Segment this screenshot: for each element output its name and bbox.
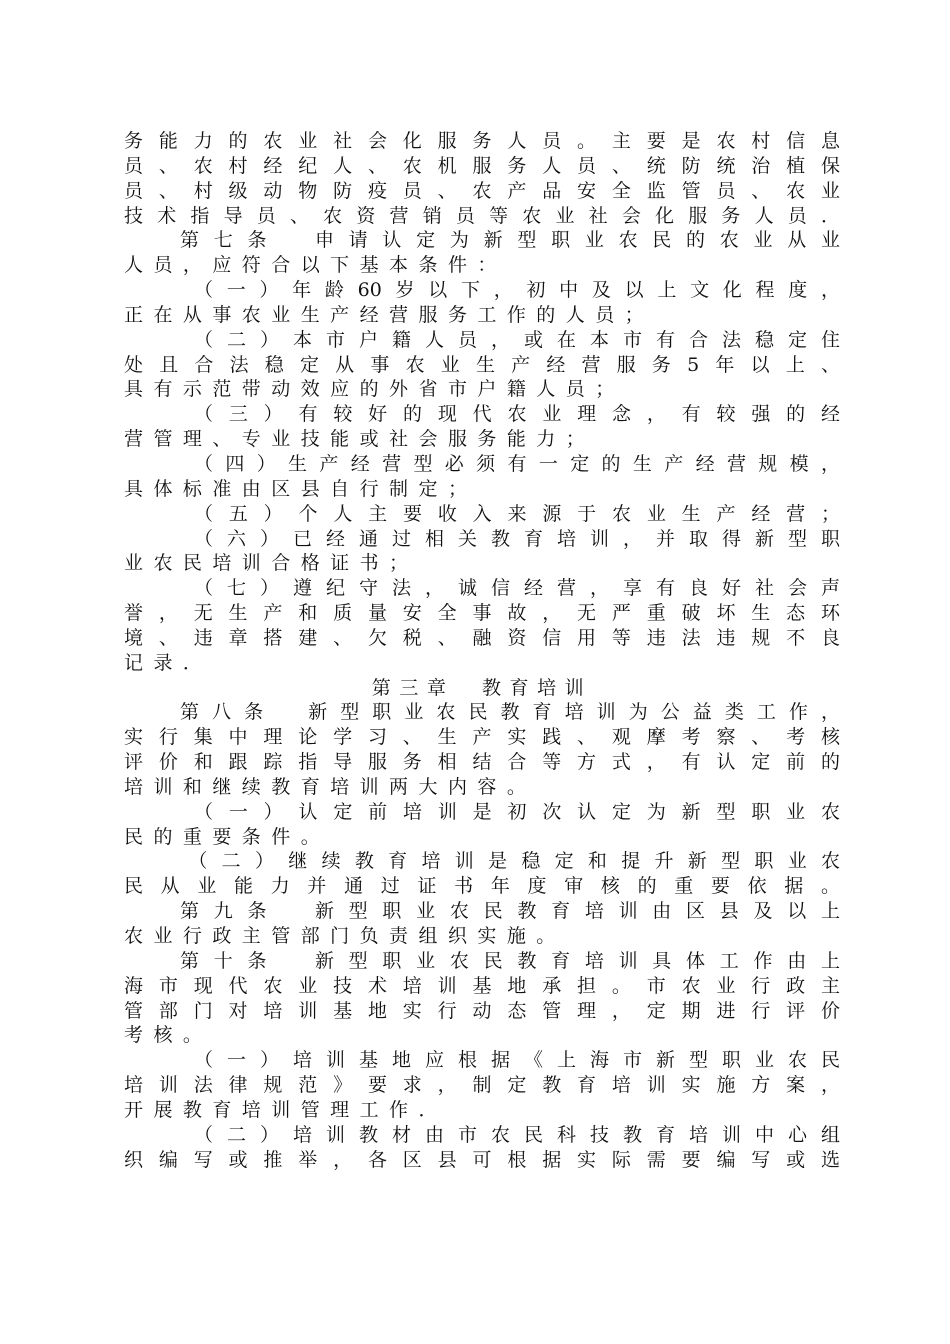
text-line: 实行集中理论学习、生产实践、观摩考察、考核: [124, 726, 840, 749]
text-line: （三）有较好的现代农业理念，有较强的经: [194, 403, 840, 426]
text-line: 培训和继续教育培训两大内容。: [124, 775, 537, 798]
text-line: 管部门对培训基地实行动态管理，定期进行评价: [124, 999, 840, 1022]
text-line: 技术指导员、农资营销员等农业社会化服务人员．: [124, 204, 840, 227]
chapter-heading: 第三章 教育培训: [371, 676, 593, 699]
text-line: （六）已经通过相关教育培训，并取得新型职: [194, 527, 840, 550]
text-line: （一）认定前培训是初次认定为新型职业农: [194, 800, 840, 823]
text-line: 员、农村经纪人、农机服务人员、统防统治植保: [124, 154, 840, 177]
text-line: 员、村级动物防疫员、农产品安全监管员、农业: [124, 179, 840, 202]
text-line: 务能力的农业社会化服务人员。主要是农村信息: [124, 130, 840, 152]
text-line: 处且合法稳定从事农业生产经营服务5年以上、: [124, 353, 840, 376]
text-line: 具体标准由区县自行制定；: [124, 477, 478, 500]
text-line: 第七条 申请认定为新型职业农民的农业从业: [180, 229, 840, 252]
text-line: （七）遵纪守法，诚信经营，享有良好社会声: [194, 577, 840, 600]
text-line: 民的重要条件。: [124, 825, 331, 848]
text-line: 织编写或推举，各区县可根据实际需要编写或选: [124, 1148, 840, 1171]
text-line: 人员，应符合以下基本条件：: [124, 254, 507, 277]
text-line: 业农民培训合格证书；: [124, 552, 419, 575]
text-line: （四）生产经营型必须有一定的生产经营规模，: [194, 452, 840, 475]
text-line: 开展教育培训管理工作．: [124, 1098, 448, 1121]
text-line: 评价和跟踪指导服务相结合等方式，有认定前的: [124, 751, 840, 774]
text-line: 农业行政主管部门负责组织实施。: [124, 925, 566, 947]
text-line: 培训法律规范》要求，制定教育培训实施方案，: [124, 1074, 840, 1097]
text-line: 民从业能力并通过证书年度审核的重要依据。: [124, 875, 840, 898]
text-line: （五）个人主要收入来源于农业生产经营；: [194, 502, 840, 525]
text-line: （一）年龄60岁以下，初中及以上文化程度，: [194, 279, 840, 302]
text-line: 誉，无生产和质量安全事故，无严重破坏生态环: [124, 602, 840, 625]
text-line: （二）本市户籍人员，或在本市有合法稳定住: [194, 328, 840, 351]
text-line: 第九条 新型职业农民教育培训由区县及以上: [180, 900, 840, 923]
text-line: 正在从事农业生产经营服务工作的人员；: [124, 303, 655, 326]
text-line: 具有示范带动效应的外省市户籍人员；: [124, 378, 625, 401]
text-line: 营管理、专业技能或社会服务能力；: [124, 428, 596, 451]
text-line: 记录．: [124, 651, 213, 674]
document-body: [124, 129, 840, 1172]
text-line: 境、违章搭建、欠税、融资信用等违法违规不良: [124, 626, 840, 649]
text-line: 第十条 新型职业农民教育培训具体工作由上: [180, 949, 840, 972]
text-line: 海市现代农业技术培训基地承担。市农业行政主: [124, 974, 840, 997]
text-line: （二）继续教育培训是稳定和提升新型职业农: [188, 850, 840, 873]
text-line: （二）培训教材由市农民科技教育培训中心组: [194, 1123, 840, 1146]
text-line: 考核。: [124, 1024, 213, 1047]
text-line: 第八条 新型职业农民教育培训为公益类工作，: [180, 701, 840, 724]
text-line: （一）培训基地应根据《上海市新型职业农民: [194, 1049, 840, 1072]
